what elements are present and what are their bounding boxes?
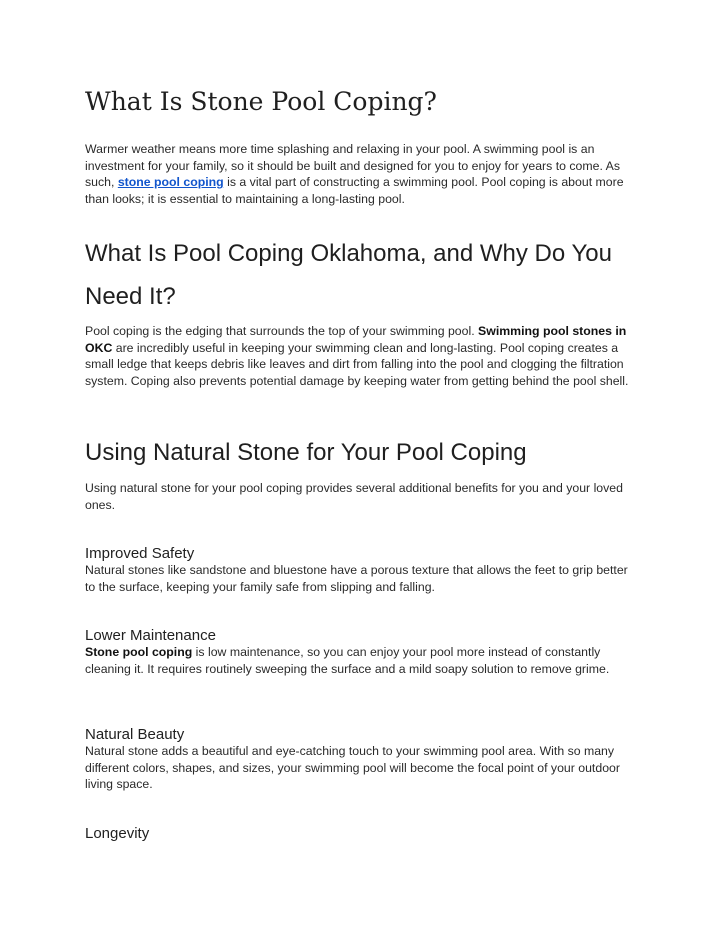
- improved-safety-paragraph: Natural stones like sandstone and bluestone have a porous texture that allows the feet to grip better to the surface, keeping your family safe from slipping and falling.: [85, 563, 628, 594]
- section-heading-natural-stone: Using Natural Stone for Your Pool Coping: [85, 439, 527, 466]
- heading-natural-beauty: Natural Beauty: [85, 726, 185, 743]
- intro-paragraph: [85, 141, 640, 207]
- why-coping-bold-text: Swimming pool stones in OKC: [85, 324, 627, 355]
- lower-maintenance-paragraph: [85, 644, 640, 677]
- intro-text-start: Warmer weather means more time splashing and relaxing in your pool. A swimming pool is an investment for your family, so it should be built and designed for you to enjoy for years to come. As such,: [85, 142, 620, 190]
- page-title: What Is Stone Pool Coping?: [85, 87, 437, 116]
- lower-maintenance-text: is low maintenance, so you can enjoy your pool more instead of constantly cleaning it. It requires routinely sweeping the surface and a mild soapy solution to remove grime.: [85, 645, 610, 676]
- natural-beauty-paragraph: Natural stone adds a beautiful and eye-catching touch to your swimming pool area. With so many different colors, shapes, and sizes, your swimming pool will become the focal point of your outdoor living space.: [85, 744, 620, 792]
- lower-maintenance-bold-text: Stone pool coping: [85, 645, 193, 659]
- why-coping-paragraph: [85, 323, 640, 389]
- stone-pool-coping-link[interactable]: stone pool coping: [117, 175, 224, 190]
- intro-text-end: is a vital part of constructing a swimming pool. Pool coping is about more than looks; it is essential to maintaining a long-lasting pool.: [85, 175, 624, 206]
- heading-longevity: Longevity: [85, 825, 150, 842]
- why-coping-text-start: Pool coping is the edging that surrounds the top of your swimming pool.: [85, 324, 479, 338]
- heading-improved-safety: Improved Safety: [85, 545, 195, 562]
- heading-lower-maintenance: Lower Maintenance: [85, 627, 216, 644]
- why-coping-text-end: are incredibly useful in keeping your swimming clean and long-lasting. Pool coping creates a small ledge that keeps debris like leaves and dirt from falling into the pool and clogging the filtration system. Coping also prevents potential damage by keeping water from getting behind the pool shell.: [85, 340, 629, 388]
- section-heading-why-coping: What Is Pool Coping Oklahoma, and Why Do You Need It?: [85, 240, 612, 310]
- natural-stone-paragraph: Using natural stone for your pool coping provides several additional benefits for you and your loved ones.: [85, 481, 623, 512]
